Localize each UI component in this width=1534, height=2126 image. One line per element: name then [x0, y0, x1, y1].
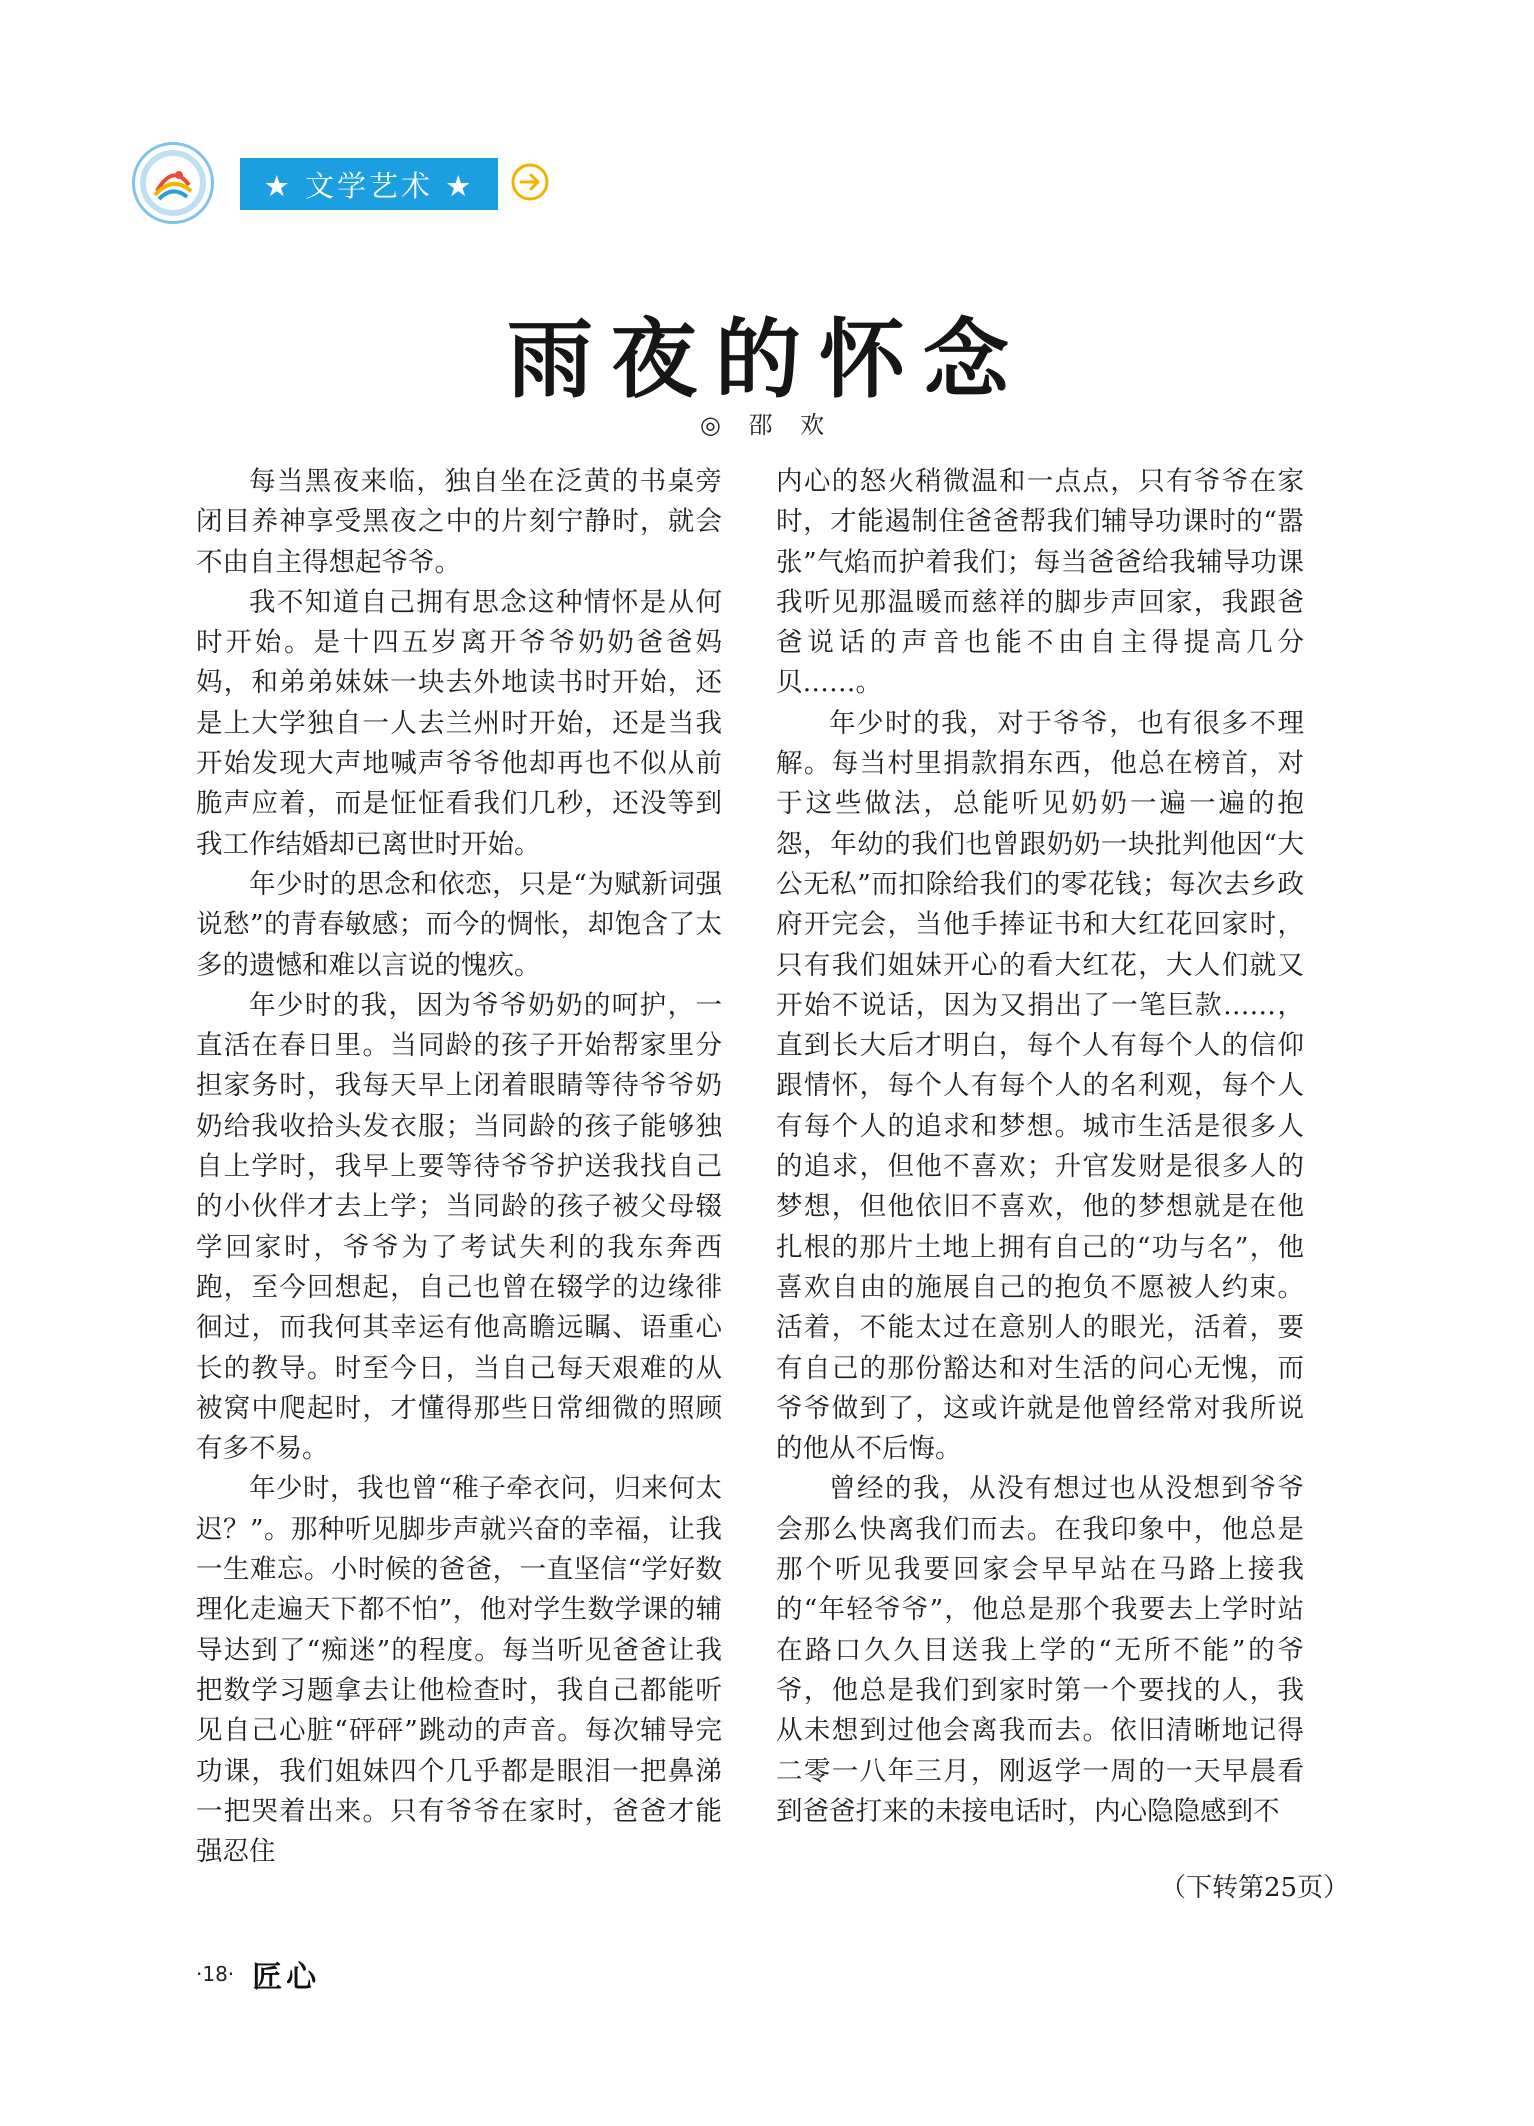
page-footer: [196, 1952, 320, 1996]
article-title: 雨夜的怀念: [507, 309, 1027, 410]
page-number: ·18·: [196, 1962, 235, 1986]
right-column: [776, 462, 1304, 1832]
magazine-name: 匠心: [252, 1960, 321, 1995]
continued-note: （下转第25页）: [1160, 1873, 1350, 1903]
section-label: ★ 文学艺术 ★: [240, 158, 498, 210]
paragraph: 年少时，我也曾“稚子牵衣问，归来何太迟？”。那种听见脚步声就兴奋的幸福，让我一生难忘。小时候的爸爸，一直坚信“学好数理化走遍天下都不怕”，他对学生数学课的辅导达到了“痴迷”的程度。每当听见爸爸让我把数学习题拿去让他检查时，我自己都能听见自己心脏“砰砰”跳动的声音。每次辅导完功课，我们姐妹四个几乎都是眼泪一把鼻涕一把哭着出来。只有爷爷在家时，爸爸才能强忍住: [196, 1473, 722, 1868]
college-emblem-icon: [132, 142, 214, 224]
circled-arrow-right-icon: [510, 162, 550, 202]
section-header: [132, 138, 832, 220]
paragraph: 年少时的我，因为爷爷奶奶的呵护，一直活在春日里。当同龄的孩子开始帮家里分担家务时，我每天早上闭着眼睛等待爷爷奶奶给我收拾头发衣服；当同龄的孩子能够独自上学时，我早上要等待爷爷护送我找自己的小伙伴才去上学；当同龄的孩子被父母辍学回家时，爷爷为了考试失利的我东奔西跑，至今回想起，自己也曾在辍学的边缘徘徊过，而我何其幸运有他高瞻远瞩、语重心长的教导。时至今日，当自己每天艰难的从被窝中爬起时，才懂得那些日常细微的照顾有多不易。: [196, 989, 722, 1465]
left-column: [196, 462, 722, 1872]
paragraph: 年少时的思念和依恋，只是“为赋新词强说愁”的青春敏感；而今的惆怅，却饱含了太多的遗憾和难以言说的愧疚。: [196, 868, 722, 981]
paragraph-continued: 内心的怒火稍微温和一点点，只有爷爷在家时，才能遏制住爸爸帮我们辅导功课时的“嚣张”气焰而护着我们；每当爸爸给我辅导功课我听见那温暖而慈祥的脚步声回家，我跟爸爸说话的声音也能不由自主得提高几分贝……。: [776, 466, 1304, 699]
paragraph: 年少时的我，对于爷爷，也有很多不理解。每当村里捐款捐东西，他总在榜首，对于这些做法，总能听见奶奶一遍一遍的抱怨，年幼的我们也曾跟奶奶一块批判他因“大公无私”而扣除给我们的零花钱；每次去乡政府开完会，当他手捧证书和大红花回家时，只有我们姐妹开心的看大红花，大人们就又开始不说话，因为又捐出了一笔巨款……，直到长大后才明白，每个人有每个人的信仰跟情怀，每个人有每个人的名利观，每个人有每个人的追求和梦想。城市生活是很多人的追求，但他不喜欢；升官发财是很多人的梦想，但他依旧不喜欢，他的梦想就是在他扎根的那片土地上拥有自己的“功与名”，他喜欢自由的施展自己的抱负不愿被人约束。活着，不能太过在意别人的眼光，活着，要有自己的那份豁达和对生活的问心无愧，而爷爷做到了，这或许就是他曾经常对我所说的他从不后悔。: [776, 707, 1304, 1465]
paragraph: 我不知道自己拥有思念这种情怀是从何时开始。是十四五岁离开爷爷奶奶爸爸妈妈，和弟弟妹妹一块去外地读书时开始，还是上大学独自一人去兰州时开始，还是当我开始发现大声地喊声爷爷他却再也不似从前脆声应着，而是怔怔看我们几秒，还没等到我工作结婚却已离世时开始。: [196, 586, 722, 860]
paragraph: 曾经的我，从没有想过也从没想到爷爷会那么快离我们而去。在我印象中，他总是那个听见我要回家会早早站在马路上接我的“年轻爷爷”，他总是那个我要去上学时站在路口久久目送我上学的“无所不能”的爷爷，他总是我们到家时第一个要找的人，我从未想到过他会离我而去。依旧清晰地记得二零一八年三月，刚返学一周的一天早晨看到爸爸打来的未接电话时，内心隐隐感到不: [776, 1473, 1304, 1827]
paragraph: 每当黑夜来临，独自坐在泛黄的书桌旁闭目养神享受黑夜之中的片刻宁静时，就会不由自主得想起爷爷。: [196, 466, 722, 578]
author-byline: ◎ 邵 欢: [699, 411, 835, 439]
